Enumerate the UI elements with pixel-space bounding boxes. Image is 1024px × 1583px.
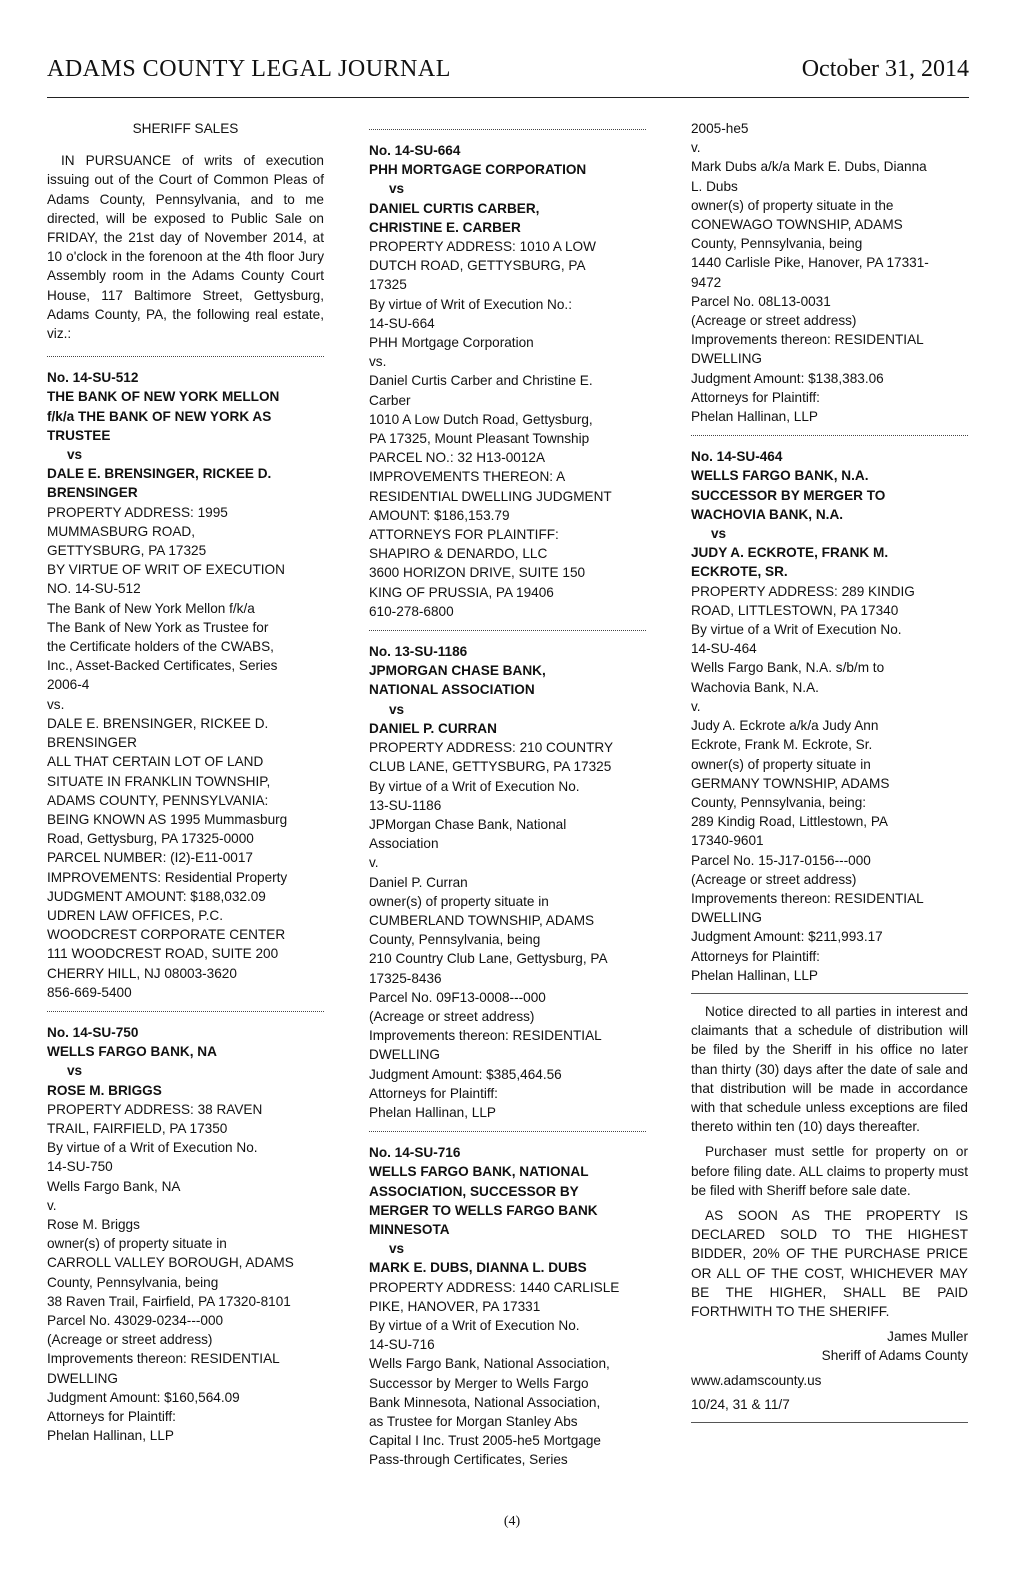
plaintiff-name: WELLS FARGO BANK, N.A. <box>691 468 869 484</box>
case-detail-line: Parcel No. 43029-0234---000 <box>47 1312 224 1328</box>
case-detail-line: (Acreage or street address) <box>47 1332 213 1348</box>
defendant-name: DALE E. BRENSINGER, RICKEE D. <box>47 466 272 482</box>
case-detail-line: ATTORNEYS FOR PLAINTIFF: <box>369 527 559 543</box>
case-detail-line: PIKE, HANOVER, PA 17331 <box>369 1298 541 1314</box>
case-detail-line: County, Pennsylvania, being <box>369 932 541 948</box>
case-detail-line: the Certificate holders of the CWABS, <box>47 639 274 655</box>
case-detail-line: Judgment Amount: $138,383.06 <box>691 370 884 386</box>
case-detail-line: 2006-4 <box>47 677 90 693</box>
plaintiff-name: THE BANK OF NEW YORK MELLON <box>47 389 280 405</box>
intro-paragraph: IN PURSUANCE of writs of execution issuing out of the Court of Common Pleas of Adams County, Pennsylvania, and to me directed, will be exposed to Public Sale on FRIDAY, the 21st day of November 2014, at 10 o'clock in the forenoon at the 4th floor Jury Assembly room in the Adams County Court House, 117 Baltimore Street, Gettysburg, Adams County, PA, the following real estate, viz.: <box>47 153 324 342</box>
case-detail-line: 1010 A Low Dutch Road, Gettysburg, <box>369 411 593 427</box>
case-detail-line: Phelan Hallinan, LLP <box>691 967 818 983</box>
case-detail-line: Attorneys for Plaintiff: <box>369 1085 498 1101</box>
issue-date: October 31, 2014 <box>801 56 969 82</box>
case-detail-line: 14-SU-464 <box>691 641 757 657</box>
case-detail-line: 289 Kindig Road, Littlestown, PA <box>691 814 888 830</box>
case-detail-line: The Bank of New York Mellon f/k/a <box>47 600 255 616</box>
section-heading: SHERIFF SALES <box>132 121 239 136</box>
case-detail-line: Improvements thereon: RESIDENTIAL <box>369 1028 602 1044</box>
plaintiff-name: WELLS FARGO BANK, NA <box>47 1044 217 1060</box>
case-detail-line: Daniel P. Curran <box>369 874 468 890</box>
case-detail-line: Judgment Amount: $385,464.56 <box>369 1066 562 1082</box>
case-detail-line: County, Pennsylvania, being: <box>691 794 867 810</box>
plaintiff-name: PHH MORTGAGE CORPORATION <box>369 162 587 178</box>
case-detail-line: RESIDENTIAL DWELLING JUDGMENT <box>369 488 612 504</box>
case-detail-line: Road, Gettysburg, PA 17325-0000 <box>47 831 254 847</box>
case-list <box>691 447 968 985</box>
case-detail-line: 14-SU-716 <box>369 1337 435 1353</box>
case-detail-line: CLUB LANE, GETTYSBURG, PA 17325 <box>369 759 612 775</box>
case-detail-line: AMOUNT: $186,153.79 <box>369 507 510 523</box>
case-detail-line: Judy A. Eckrote a/k/a Judy Ann <box>691 718 879 734</box>
website-link[interactable]: www.adamscounty.us <box>691 1372 822 1388</box>
defendant-name: CHRISTINE E. CARBER <box>369 219 521 235</box>
case-detail-line: Wells Fargo Bank, National Association, <box>369 1356 610 1372</box>
end-rule <box>691 1422 968 1423</box>
case-detail-line: BY VIRTUE OF WRIT OF EXECUTION <box>47 562 285 578</box>
case-detail-line: PROPERTY ADDRESS: 38 RAVEN <box>47 1101 263 1117</box>
case-detail-line: (Acreage or street address) <box>369 1008 535 1024</box>
case-detail-line: CONEWAGO TOWNSHIP, ADAMS <box>691 217 903 233</box>
case-detail-line: MUMMASBURG ROAD, <box>47 523 196 539</box>
case-entry <box>47 368 324 1002</box>
case-detail-line: Improvements thereon: RESIDENTIAL <box>691 890 924 906</box>
case-detail-line: PROPERTY ADDRESS: 1010 A LOW <box>369 239 596 255</box>
column-2 <box>369 119 646 1470</box>
case-detail-line: UDREN LAW OFFICES, P.C. <box>47 907 223 923</box>
case-detail-line: 38 Raven Trail, Fairfield, PA 17320-8101 <box>47 1293 291 1309</box>
case-detail-line: By virtue of a Writ of Execution No. <box>47 1140 258 1156</box>
case-detail-line: TRAIL, FAIRFIELD, PA 17350 <box>47 1120 228 1136</box>
column-1 <box>47 119 324 1445</box>
case-detail-line: Judgment Amount: $160,564.09 <box>47 1389 240 1405</box>
case-list <box>369 141 646 1470</box>
case-detail-line: ROAD, LITTLESTOWN, PA 17340 <box>691 602 899 618</box>
case-continuation <box>691 119 968 426</box>
case-detail-line: Wells Fargo Bank, N.A. s/b/m to <box>691 660 885 676</box>
case-detail-line: vs. <box>47 696 65 712</box>
case-detail-line: Capital I Inc. Trust 2005-he5 Mortgage <box>369 1433 601 1449</box>
case-detail-line: Parcel No. 09F13-0008---000 <box>369 989 546 1005</box>
case-detail-line: PARCEL NUMBER: (I2)-E11-0017 <box>47 850 253 866</box>
plaintiff-name: WACHOVIA BANK, N.A. <box>691 506 844 522</box>
case-detail-line: DWELLING <box>47 1370 119 1386</box>
case-detail-line: 9472 <box>691 274 722 290</box>
case-detail-line: 14-SU-664 <box>369 315 435 331</box>
plaintiff-name: JPMORGAN CHASE BANK, <box>369 663 546 679</box>
case-detail-line: SITUATE IN FRANKLIN TOWNSHIP, <box>47 773 271 789</box>
case-detail-line: GERMANY TOWNSHIP, ADAMS <box>691 775 890 791</box>
case-detail-line: 111 WOODCREST ROAD, SUITE 200 <box>47 946 279 962</box>
case-detail-line: NO. 14-SU-512 <box>47 581 141 597</box>
divider <box>691 993 968 994</box>
defendant-name: ECKROTE, SR. <box>691 564 788 580</box>
case-detail-line: By virtue of a Writ of Execution No. <box>369 1317 580 1333</box>
divider <box>369 1131 646 1133</box>
notice-settlement: Purchaser must settle for property on or before filing date. ALL claims to property must be filed with Sheriff before sale date. <box>691 1144 968 1198</box>
case-detail-line: owner(s) of property situate in <box>369 893 549 909</box>
case-detail-line: L. Dubs <box>691 178 738 194</box>
publication-dates: 10/24, 31 & 11/7 <box>691 1396 790 1412</box>
plaintiff-name: f/k/a THE BANK OF NEW YORK AS <box>47 408 272 424</box>
case-detail-line: Phelan Hallinan, LLP <box>369 1104 496 1120</box>
divider <box>47 1011 324 1013</box>
versus-label: vs <box>389 701 405 717</box>
case-number: No. 14-SU-464 <box>691 449 783 465</box>
case-detail-line: Inc., Asset-Backed Certificates, Series <box>47 658 278 674</box>
case-detail-line: Attorneys for Plaintiff: <box>691 389 820 405</box>
defendant-name: ROSE M. BRIGGS <box>47 1082 162 1098</box>
case-detail-line: Phelan Hallinan, LLP <box>691 409 818 425</box>
case-detail-line: 856-669-5400 <box>47 984 132 1000</box>
page-number: (4) <box>503 1514 521 1529</box>
case-detail-line: JUDGMENT AMOUNT: $188,032.09 <box>47 888 266 904</box>
case-detail-line: PROPERTY ADDRESS: 1440 CARLISLE <box>369 1279 620 1295</box>
case-detail-line: Improvements thereon: RESIDENTIAL <box>47 1351 280 1367</box>
case-detail-line: By virtue of a Writ of Execution No. <box>369 778 580 794</box>
case-detail-line: Attorneys for Plaintiff: <box>691 948 820 964</box>
case-detail-line: 17340-9601 <box>691 833 764 849</box>
plaintiff-name: SUCCESSOR BY MERGER TO <box>691 487 886 503</box>
case-number: No. 14-SU-664 <box>369 143 461 158</box>
case-detail-line: JPMorgan Chase Bank, National <box>369 816 567 832</box>
case-detail-line: (Acreage or street address) <box>691 871 857 887</box>
case-detail-line: as Trustee for Morgan Stanley Abs <box>369 1414 578 1429</box>
header-rule <box>47 97 969 98</box>
case-detail-line: PHH Mortgage Corporation <box>369 335 534 351</box>
defendant-name: DANIEL CURTIS CARBER, <box>369 200 540 216</box>
sheriff-title: Sheriff of Adams County <box>821 1348 968 1364</box>
case-detail-line: Mark Dubs a/k/a Mark E. Dubs, Dianna <box>691 159 927 175</box>
divider <box>47 356 324 358</box>
case-detail-line: WOODCREST CORPORATE CENTER <box>47 927 286 943</box>
case-detail-line: IMPROVEMENTS: Residential Property <box>47 869 288 885</box>
case-detail-line: Daniel Curtis Carber and Christine E. <box>369 373 593 389</box>
case-detail-line: KING OF PRUSSIA, PA 19406 <box>369 584 554 600</box>
column-3 <box>691 119 968 1431</box>
case-detail-line: 1440 Carlisle Pike, Hanover, PA 17331- <box>691 255 929 271</box>
case-detail-line: By virtue of a Writ of Execution No. <box>691 622 902 638</box>
versus-label: vs <box>67 1063 83 1079</box>
sheriff-name: James Muller <box>887 1329 968 1345</box>
case-detail-line: DALE E. BRENSINGER, RICKEE D. <box>47 715 269 731</box>
case-detail-line: CHERRY HILL, NJ 08003-3620 <box>47 965 237 981</box>
versus-label: vs <box>389 1241 405 1257</box>
case-detail-line: Parcel No. 08L13-0031 <box>691 293 831 309</box>
case-detail-line: owner(s) of property situate in <box>691 756 871 772</box>
case-detail-line: Wachovia Bank, N.A. <box>691 679 819 695</box>
case-detail-line: owner(s) of property situate in <box>47 1236 227 1252</box>
case-number: No. 14-SU-750 <box>47 1024 139 1040</box>
case-detail-line: Judgment Amount: $211,993.17 <box>691 929 883 945</box>
case-detail-line: The Bank of New York as Trustee for <box>47 619 269 635</box>
case-detail-line: owner(s) of property situate in the <box>691 197 894 213</box>
plaintiff-name: TRUSTEE <box>47 427 111 443</box>
case-detail-line: SHAPIRO & DENARDO, LLC <box>369 546 548 562</box>
divider <box>369 129 646 131</box>
case-detail-line: Improvements thereon: RESIDENTIAL <box>691 332 924 348</box>
case-detail-line: GETTYSBURG, PA 17325 <box>47 543 207 559</box>
defendant-name: MARK E. DUBS, DIANNA L. DUBS <box>369 1260 587 1276</box>
case-detail-line: PROPERTY ADDRESS: 289 KINDIG <box>691 583 915 599</box>
case-detail-line: 210 Country Club Lane, Gettysburg, PA <box>369 951 608 967</box>
case-detail-line: 14-SU-750 <box>47 1159 113 1175</box>
case-detail-line: Successor by Merger to Wells Fargo <box>369 1375 589 1391</box>
case-entry <box>691 447 968 985</box>
case-detail-line: Wells Fargo Bank, NA <box>47 1178 181 1194</box>
case-detail-line: Parcel No. 15-J17-0156---000 <box>691 852 871 868</box>
case-entry <box>369 1143 646 1469</box>
case-detail-line: Rose M. Briggs <box>47 1216 140 1232</box>
case-detail-line: PA 17325, Mount Pleasant Township <box>369 431 590 447</box>
case-detail-line: BRENSINGER <box>47 735 137 751</box>
page-header <box>47 56 969 86</box>
notice-distribution: Notice directed to all parties in interest and claimants that a schedule of distribution will be filed by the Sheriff in his office no later than thirty (30) days after the date of sale and that distribution will be made in accordance with that schedule unless exceptions are filed thereto within ten (10) days thereafter. <box>691 1003 968 1135</box>
case-detail-line: PROPERTY ADDRESS: 210 COUNTRY <box>369 740 614 756</box>
versus-label: vs <box>67 447 83 463</box>
case-detail-line: vs. <box>369 354 387 370</box>
journal-title: ADAMS COUNTY LEGAL JOURNAL <box>47 56 451 82</box>
versus-label: vs <box>711 526 727 542</box>
case-detail-line: County, Pennsylvania, being <box>691 236 863 252</box>
plaintiff-name: MINNESOTA <box>369 1221 450 1237</box>
defendant-name: BRENSINGER <box>47 485 138 501</box>
case-detail-line: Pass-through Certificates, Series <box>369 1452 568 1468</box>
case-detail-line: Carber <box>369 392 411 408</box>
case-detail-line: DWELLING <box>369 1047 441 1063</box>
case-list <box>47 368 324 1445</box>
case-detail-line: Eckrote, Frank M. Eckrote, Sr. <box>691 737 873 753</box>
case-detail-line: (Acreage or street address) <box>691 313 857 329</box>
plaintiff-name: NATIONAL ASSOCIATION <box>369 682 535 698</box>
plaintiff-name: ASSOCIATION, SUCCESSOR BY <box>369 1183 579 1199</box>
case-entry <box>369 642 646 1122</box>
case-detail-line: Attorneys for Plaintiff: <box>47 1409 176 1424</box>
case-detail-line: By virtue of Writ of Execution No.: <box>369 296 572 312</box>
versus-label: vs <box>389 181 405 197</box>
case-detail-line: v. <box>691 698 701 714</box>
case-detail-line: ADAMS COUNTY, PENNSYLVANIA: <box>47 792 269 808</box>
case-detail-line: 3600 HORIZON DRIVE, SUITE 150 <box>369 565 586 581</box>
case-detail-line: 610-278-6800 <box>369 603 454 619</box>
defendant-name: JUDY A. ECKROTE, FRANK M. <box>691 545 889 561</box>
case-number: No. 14-SU-716 <box>369 1145 461 1161</box>
case-number: No. 13-SU-1186 <box>369 644 468 660</box>
case-detail-line: BEING KNOWN AS 1995 Mummasburg <box>47 811 288 827</box>
case-detail-line: v. <box>691 140 701 156</box>
divider <box>369 630 646 632</box>
case-detail-line: Association <box>369 836 439 852</box>
case-entry <box>369 141 646 621</box>
case-detail-line: County, Pennsylvania, being <box>47 1274 219 1290</box>
case-detail-line: v. <box>369 855 379 871</box>
case-detail-line: 2005-he5 <box>691 121 749 136</box>
case-detail-line: 17325-8436 <box>369 970 442 986</box>
case-detail-line: CARROLL VALLEY BOROUGH, ADAMS <box>47 1255 294 1271</box>
plaintiff-name: MERGER TO WELLS FARGO BANK <box>369 1202 598 1218</box>
case-detail-line: v. <box>47 1197 57 1213</box>
case-detail-line: DWELLING <box>691 351 763 367</box>
case-detail-line: ALL THAT CERTAIN LOT OF LAND <box>47 754 264 770</box>
case-entry <box>47 1023 324 1445</box>
case-detail-line: 17325 <box>369 277 407 293</box>
case-detail-line: DUTCH ROAD, GETTYSBURG, PA <box>369 258 586 274</box>
case-detail-line: Bank Minnesota, National Association, <box>369 1394 601 1410</box>
defendant-name: DANIEL P. CURRAN <box>369 720 497 736</box>
case-detail-line: PROPERTY ADDRESS: 1995 <box>47 504 228 520</box>
case-detail-line: IMPROVEMENTS THEREON: A <box>369 469 566 485</box>
notice-payment: AS SOON AS THE PROPERTY IS DECLARED SOLD TO THE HIGHEST BIDDER, 20% OF THE PURCHASE PRICE OR ALL OF THE COST, WHICHEVER MAY BE THE HIGHER, SHALL BE PAID FORTHWITH TO THE SHERIFF. <box>691 1207 968 1319</box>
case-detail-line: PARCEL NO.: 32 H13-0012A <box>369 450 546 466</box>
case-detail-line: DWELLING <box>691 910 763 926</box>
case-detail-line: CUMBERLAND TOWNSHIP, ADAMS <box>369 912 595 928</box>
case-detail-line: Phelan Hallinan, LLP <box>47 1428 174 1444</box>
case-detail-line: 13-SU-1186 <box>369 797 442 813</box>
plaintiff-name: WELLS FARGO BANK, NATIONAL <box>369 1164 589 1180</box>
case-number: No. 14-SU-512 <box>47 370 139 386</box>
divider <box>691 435 968 437</box>
